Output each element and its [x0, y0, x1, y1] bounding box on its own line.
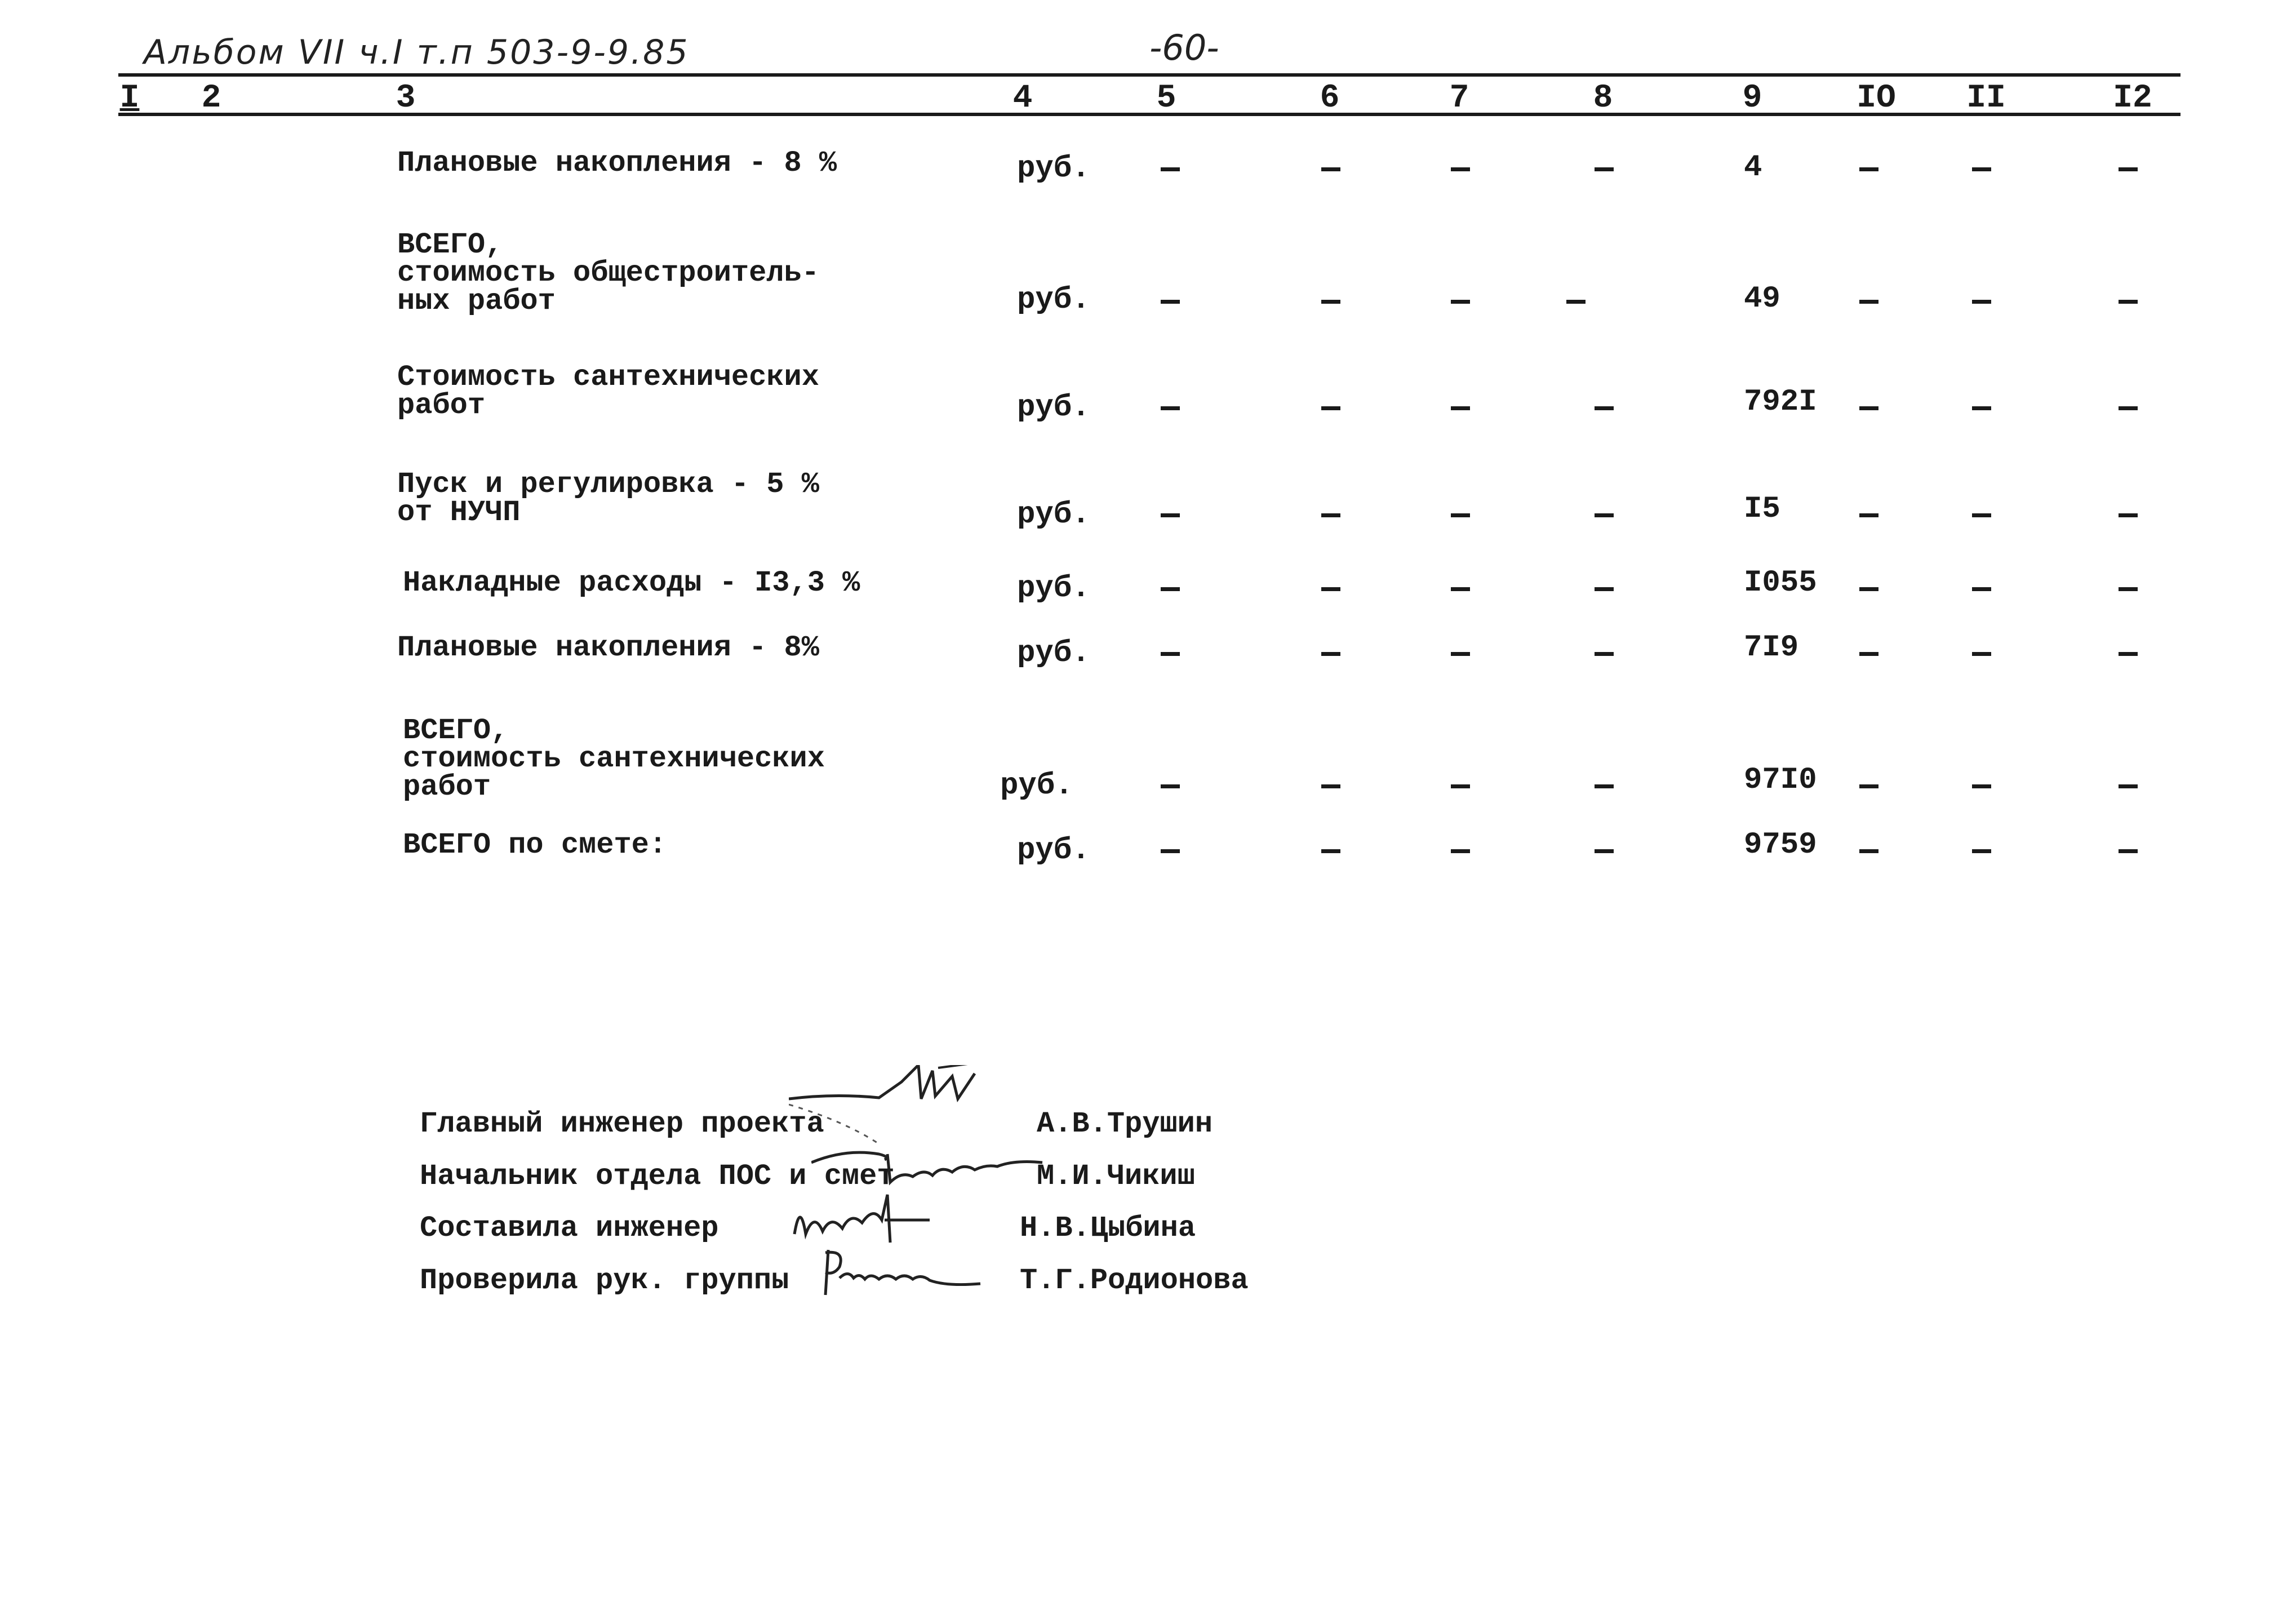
empty-cell-dash	[1859, 167, 1878, 171]
empty-cell-dash	[1451, 784, 1470, 788]
signature-row	[0, 1212, 2296, 1257]
empty-cell-dash	[1972, 300, 1991, 304]
row-description: Пуск и регулировка - 5 % от НУЧП	[397, 468, 819, 529]
column-number: 4	[1012, 80, 1033, 117]
column-number: 5	[1156, 80, 1176, 117]
empty-cell-dash	[1161, 849, 1180, 853]
empty-cell-dash	[1161, 652, 1180, 656]
row-total: 792I	[1744, 385, 1817, 419]
empty-cell-dash	[2119, 167, 2138, 171]
empty-cell-dash	[1161, 406, 1180, 410]
row-unit: руб.	[1017, 833, 1090, 868]
column-number: 6	[1320, 80, 1340, 117]
empty-cell-dash	[1451, 652, 1470, 656]
empty-cell-dash	[1321, 652, 1340, 656]
signatory-name: Н.В.Цыбина	[1020, 1212, 1196, 1245]
row-description: ВСЕГО, стоимость общестроитель- ных работ	[397, 228, 819, 318]
empty-cell-dash	[1595, 167, 1614, 171]
signature-row	[0, 1107, 2296, 1152]
empty-cell-dash	[1972, 406, 1991, 410]
album-reference: Альбом VII ч.I т.п 503-9-9.85	[144, 33, 690, 72]
empty-cell-dash	[1161, 300, 1180, 304]
empty-cell-dash	[1972, 784, 1991, 788]
column-number: IO	[1857, 80, 1896, 117]
empty-cell-dash	[1972, 849, 1991, 853]
column-number: 9	[1742, 80, 1762, 117]
empty-cell-dash	[1451, 167, 1470, 171]
header-top-rule	[118, 73, 2180, 77]
empty-cell-dash	[1321, 784, 1340, 788]
empty-cell-dash	[1451, 587, 1470, 591]
empty-cell-dash	[1161, 513, 1180, 517]
row-unit: руб.	[1017, 498, 1090, 532]
row-unit: руб.	[1017, 391, 1090, 425]
signature-role: Составила инженер	[420, 1212, 719, 1245]
empty-cell-dash	[1161, 167, 1180, 171]
empty-cell-dash	[1321, 167, 1340, 171]
row-description: ВСЕГО по смете:	[403, 828, 667, 862]
empty-cell-dash	[1859, 513, 1878, 517]
row-unit: руб.	[1017, 283, 1090, 317]
column-number: 7	[1449, 80, 1469, 117]
empty-cell-dash	[2119, 406, 2138, 410]
empty-cell-dash	[1451, 406, 1470, 410]
empty-cell-dash	[2119, 784, 2138, 788]
row-description: ВСЕГО, стоимость сантехнических работ	[403, 714, 825, 804]
row-description: Накладные расходы - I3,3 %	[403, 566, 860, 600]
row-unit: руб.	[1017, 571, 1090, 606]
empty-cell-dash	[1859, 652, 1878, 656]
empty-cell-dash	[1859, 587, 1878, 591]
empty-cell-dash	[1972, 167, 1991, 171]
page-number: -60-	[1149, 27, 1219, 68]
column-number: 2	[201, 80, 221, 117]
empty-cell-dash	[2119, 300, 2138, 304]
empty-cell-dash	[1595, 587, 1614, 591]
column-number: II	[1966, 80, 2006, 117]
column-number: 8	[1593, 80, 1613, 117]
empty-cell-dash	[1161, 587, 1180, 591]
row-description: Плановые накопления - 8%	[397, 631, 819, 664]
empty-cell-dash	[2119, 587, 2138, 591]
empty-cell-dash	[1595, 406, 1614, 410]
empty-cell-dash	[1451, 300, 1470, 304]
empty-cell-dash	[1595, 849, 1614, 853]
empty-cell-dash	[1859, 784, 1878, 788]
empty-cell-dash	[1566, 300, 1586, 304]
row-total: 97I0	[1744, 763, 1817, 797]
signature-role: Проверила рук. группы	[420, 1264, 789, 1297]
empty-cell-dash	[1859, 849, 1878, 853]
row-total: 7I9	[1744, 631, 1799, 665]
empty-cell-dash	[2119, 652, 2138, 656]
signatory-name: А.В.Трушин	[1037, 1107, 1213, 1141]
empty-cell-dash	[1321, 849, 1340, 853]
row-total: 49	[1744, 282, 1780, 316]
empty-cell-dash	[1321, 406, 1340, 410]
empty-cell-dash	[1972, 587, 1991, 591]
empty-cell-dash	[1451, 513, 1470, 517]
column-number: I2	[2113, 80, 2152, 117]
column-number: 3	[396, 80, 416, 117]
empty-cell-dash	[1595, 652, 1614, 656]
signatory-name: Т.Г.Родионова	[1020, 1264, 1249, 1297]
row-description: Стоимость сантехнических работ	[397, 361, 819, 422]
empty-cell-dash	[1859, 300, 1878, 304]
empty-cell-dash	[1321, 300, 1340, 304]
row-total: I055	[1744, 566, 1817, 600]
empty-cell-dash	[1595, 784, 1614, 788]
empty-cell-dash	[1321, 513, 1340, 517]
signature-role: Главный инженер проекта	[420, 1107, 824, 1141]
signature-row	[0, 1160, 2296, 1205]
row-total: 4	[1744, 150, 1762, 185]
handwritten-signature	[817, 1239, 986, 1306]
empty-cell-dash	[1321, 587, 1340, 591]
signature-role: Начальник отдела ПОС и смет	[420, 1160, 895, 1193]
empty-cell-dash	[1972, 513, 1991, 517]
empty-cell-dash	[2119, 849, 2138, 853]
empty-cell-dash	[1161, 784, 1180, 788]
signature-row	[0, 1264, 2296, 1309]
row-total: 9759	[1744, 828, 1817, 862]
empty-cell-dash	[1595, 513, 1614, 517]
empty-cell-dash	[1451, 849, 1470, 853]
empty-cell-dash	[2119, 513, 2138, 517]
row-description: Плановые накопления - 8 %	[397, 147, 837, 180]
row-total: I5	[1744, 492, 1780, 526]
row-unit: руб.	[1000, 769, 1073, 803]
row-unit: руб.	[1017, 152, 1090, 186]
empty-cell-dash	[1972, 652, 1991, 656]
column-number: I	[119, 80, 140, 117]
row-unit: руб.	[1017, 636, 1090, 671]
signatory-name: М.И.Чикиш	[1037, 1160, 1195, 1193]
empty-cell-dash	[1859, 406, 1878, 410]
